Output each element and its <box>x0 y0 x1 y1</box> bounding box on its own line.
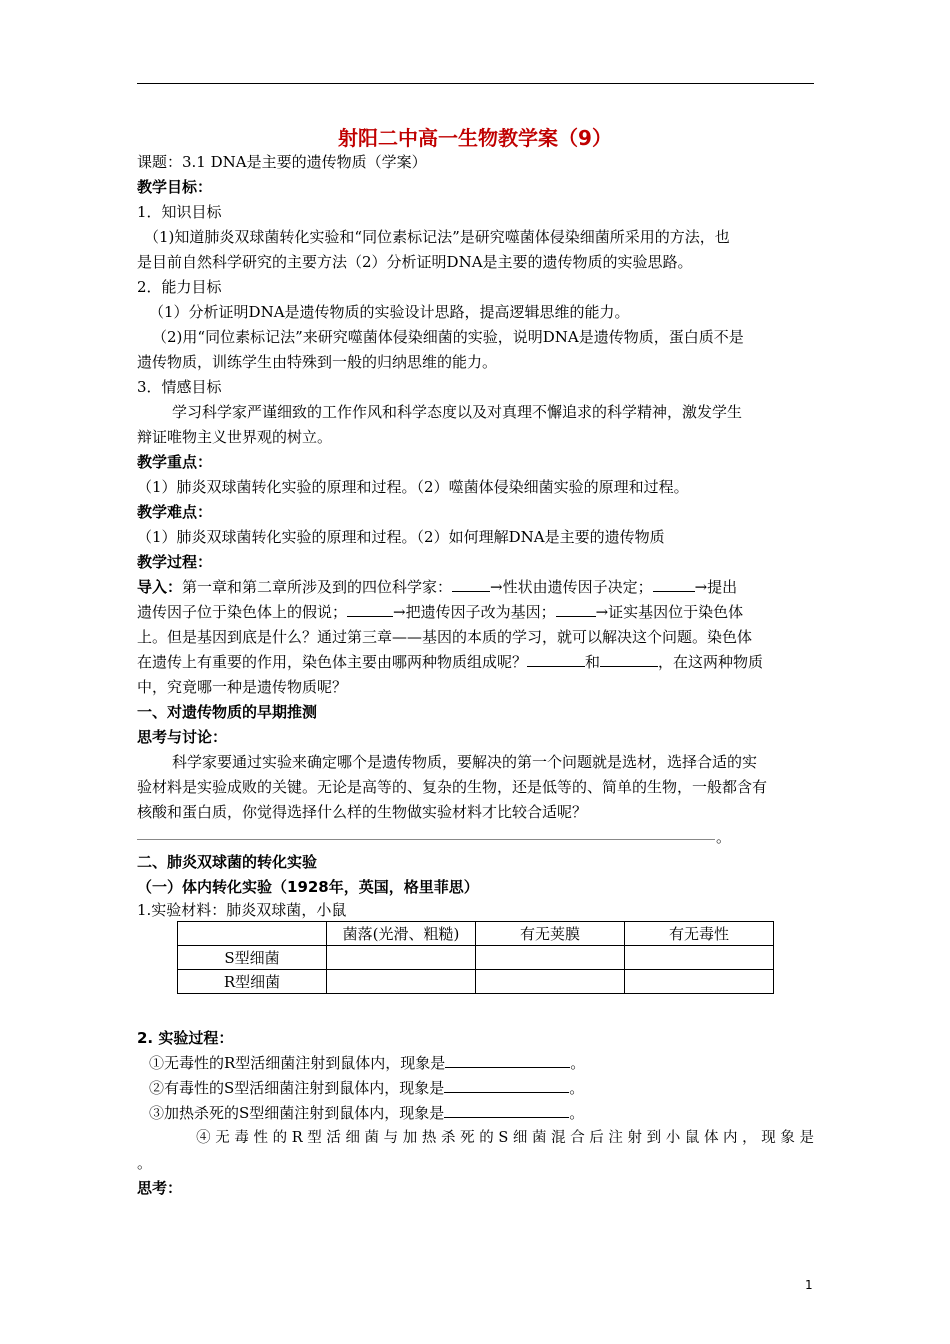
knowledge-goal-heading: 1．知识目标 <box>137 203 222 221</box>
difficulty-heading: 教学难点： <box>137 503 213 521</box>
step-line-end: 。 <box>137 1154 153 1172</box>
fill-blank[interactable] <box>556 602 596 617</box>
table-header: 有无毒性 <box>625 922 774 946</box>
header-rule <box>137 83 814 84</box>
discussion-line: 科学家要通过实验来确定哪个是遗传物质，要解决的第一个问题就是选材，选择合适的实 <box>172 753 758 771</box>
key-points-heading: 教学重点： <box>137 453 213 471</box>
section2-heading: 二、肺炎双球菌的转化实验 <box>137 853 318 871</box>
table-cell[interactable] <box>625 946 774 970</box>
ability-goal-heading: 2．能力目标 <box>137 278 222 296</box>
fill-blank[interactable] <box>444 1078 569 1093</box>
table-row-label: S型细菌 <box>178 946 327 970</box>
table-row <box>178 922 774 946</box>
table-cell[interactable] <box>625 970 774 994</box>
step-line: ①无毒性的R型活细菌注射到鼠体内，现象是 。 <box>149 1054 586 1072</box>
fill-blank[interactable] <box>653 577 695 592</box>
fill-blank[interactable] <box>445 1053 570 1068</box>
table-cell[interactable] <box>476 970 625 994</box>
discussion-line: 核酸和蛋白质，你觉得选择什么样的生物做实验材料才比较合适呢？ <box>137 803 588 821</box>
intro-label: 导入： <box>137 578 183 596</box>
knowledge-goal-line: 是目前自然科学研究的主要方法（2）分析证明DNA是主要的遗传物质的实验思路。 <box>137 253 693 271</box>
table-cell[interactable] <box>327 970 476 994</box>
ability-goal-line: （2)用“同位素标记法”来研究噬菌体侵染细菌的实验，说明DNA是遗传物质，蛋白质不是 <box>152 328 744 346</box>
fill-blank[interactable] <box>600 652 658 667</box>
page-title: 射阳二中高一生物教学案（9） <box>338 126 612 150</box>
materials-line: 1.实验材料：肺炎双球菌，小鼠 <box>137 901 347 919</box>
table-cell[interactable] <box>476 946 625 970</box>
process-heading: 教学过程： <box>137 553 213 571</box>
table-cell[interactable] <box>327 946 476 970</box>
fill-blank[interactable] <box>527 652 585 667</box>
ability-goal-line: 遗传物质，训练学生由特殊到一般的归纳思维的能力。 <box>137 353 498 371</box>
think-heading: 思考： <box>137 1179 183 1197</box>
fill-blank[interactable] <box>444 1103 569 1118</box>
ability-goal-line: （1）分析证明DNA是遗传物质的实验设计思路，提高逻辑思维的能力。 <box>149 303 630 321</box>
fill-blank[interactable] <box>452 577 490 592</box>
step-line: ④ 无 毒 性 的 R 型 活 细 菌 与 加 热 杀 死 的 S 细 菌 混 合 后 注 射 到 小 鼠 体 内 ， 现 象 是 <box>196 1130 814 1146</box>
process-label: 2. 实验过程： <box>137 1029 234 1047</box>
lesson-title: 课题：3.1 DNA是主要的遗传物质（学案） <box>137 153 427 171</box>
answer-line[interactable] <box>137 839 715 840</box>
in-vivo-heading: （一）体内转化实验（1928年，英国，格里菲思） <box>137 878 479 896</box>
section1-heading: 一、对遗传物质的早期推测 <box>137 703 318 721</box>
discussion-heading: 思考与讨论： <box>137 728 228 746</box>
key-points-text: （1）肺炎双球菌转化实验的原理和过程。（2）噬菌体侵染细菌实验的原理和过程。 <box>137 478 689 496</box>
emotion-goal-line: 辩证唯物主义世界观的树立。 <box>137 428 333 446</box>
intro-line: 中，究竟哪一种是遗传物质呢？ <box>137 678 348 696</box>
intro-line: 遗传因子位于染色体上的假说； →把遗传因子改为基因； →证实基因位于染色体 <box>137 603 744 621</box>
table-header: 有无荚膜 <box>476 922 625 946</box>
page-number: 1 <box>805 1278 813 1292</box>
knowledge-goal-line: （1)知道肺炎双球菌转化实验和“同位素标记法”是研究噬菌体侵染细菌所采用的方法，也 <box>144 228 730 246</box>
intro-line: 在遗传上有重要的作用，染色体主要由哪两种物质组成呢？ 和 ，在这两种物质 <box>137 653 764 671</box>
goals-heading: 教学目标： <box>137 178 213 196</box>
table-row-label: R型细菌 <box>178 970 327 994</box>
bacteria-table <box>177 921 774 994</box>
table-header: 菌落(光滑、粗糙) <box>327 922 476 946</box>
difficulty-text: （1）肺炎双球菌转化实验的原理和过程。（2）如何理解DNA是主要的遗传物质 <box>137 528 665 546</box>
discussion-line: 验材料是实验成败的关键。无论是高等的、复杂的生物，还是低等的、简单的生物，一般都含有 <box>137 778 768 796</box>
intro-line: 导入：第一章和第二章所涉及到的四位科学家： →性状由遗传因子决定； →提出 <box>137 578 738 596</box>
intro-line: 上。但是基因到底是什么？通过第三章——基因的本质的学习，就可以解决这个问题。染色体 <box>137 628 753 646</box>
emotion-goal-heading: 3．情感目标 <box>137 378 222 396</box>
step-line: ③加热杀死的S型细菌注射到鼠体内，现象是 。 <box>149 1104 585 1122</box>
step-line: ②有毒性的S型活细菌注射到鼠体内，现象是 。 <box>149 1079 585 1097</box>
table-row <box>178 970 774 994</box>
emotion-goal-line: 学习科学家严谨细致的工作作风和科学态度以及对真理不懈追求的科学精神，激发学生 <box>172 403 743 421</box>
table-cell <box>178 922 327 946</box>
fill-blank[interactable] <box>347 602 393 617</box>
answer-line-end: 。 <box>716 828 732 846</box>
table-row <box>178 946 774 970</box>
